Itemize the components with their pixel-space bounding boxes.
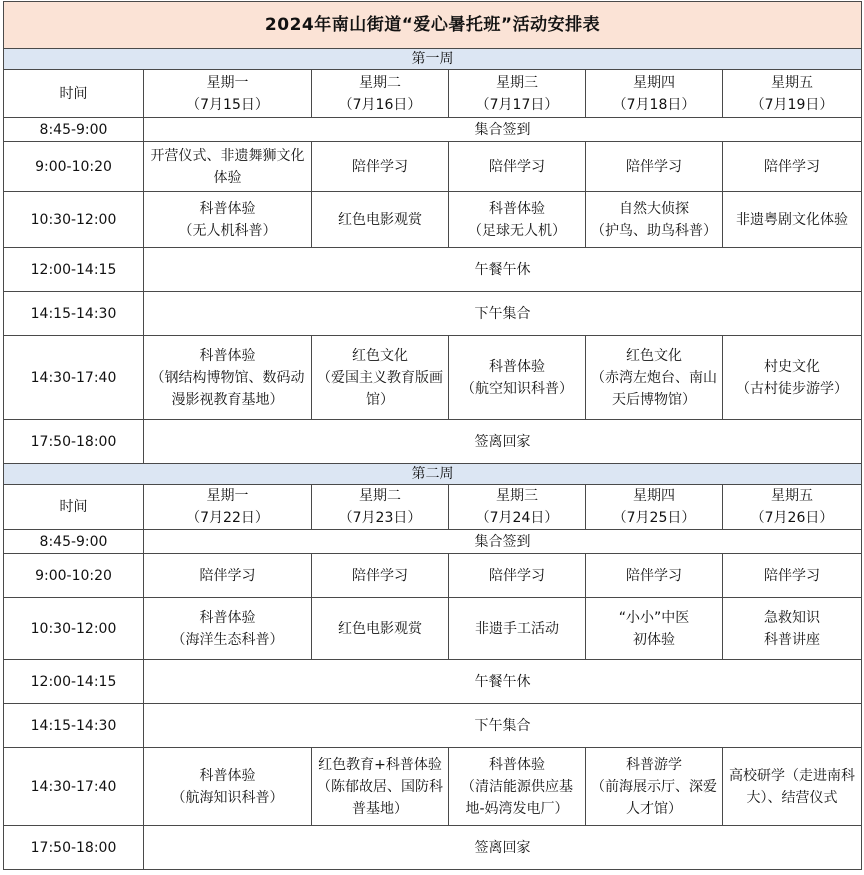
- schedule-row: [4, 292, 862, 336]
- activity-text: 陪伴学习: [489, 567, 545, 584]
- schedule-row: [4, 826, 862, 870]
- activity-cell: [586, 142, 723, 192]
- schedule-table: [3, 1, 862, 870]
- day-date: （7月16日）: [338, 96, 422, 113]
- day-header-row: [4, 485, 862, 530]
- activity-text: （足球无人机）: [468, 222, 566, 239]
- activity-cell: [449, 554, 586, 598]
- activity-text: （护鸟、助鸟科普）: [591, 222, 717, 239]
- day-date: （7月24日）: [475, 510, 559, 526]
- activity-text: 陪伴学习: [489, 158, 545, 175]
- day-name: 星期五: [771, 488, 813, 504]
- day-date: （7月18日）: [612, 96, 696, 113]
- time-slot: 12:00-14:15: [4, 660, 144, 704]
- activity-text: 科普讲座: [764, 631, 820, 648]
- schedule-row: [4, 420, 862, 464]
- all-day-activity: 集合签到: [144, 530, 862, 554]
- activity-cell: [586, 336, 723, 420]
- day-header: [144, 70, 312, 118]
- schedule-row: [4, 554, 862, 598]
- day-date: （7月15日）: [186, 96, 269, 113]
- activity-cell: [723, 142, 862, 192]
- time-slot: 8:45-9:00: [4, 118, 144, 142]
- activity-text: 科普体验: [199, 200, 256, 217]
- week-label-row: [4, 464, 862, 485]
- activity-cell: [723, 598, 862, 660]
- time-slot: 9:00-10:20: [4, 554, 144, 598]
- activity-text: （无人机科普）: [178, 222, 277, 239]
- activity-text: （海洋生态科普）: [171, 631, 284, 648]
- day-name: 星期四: [633, 488, 675, 504]
- schedule-row: [4, 704, 862, 748]
- day-name: 星期三: [496, 488, 538, 504]
- schedule-row: [4, 192, 862, 248]
- schedule-row: [4, 748, 862, 826]
- activity-text: “小小”中医: [618, 609, 690, 626]
- schedule-row: [4, 142, 862, 192]
- activity-cell: [312, 142, 449, 192]
- week-label: 第二周: [4, 464, 862, 485]
- all-day-activity: 午餐午休: [144, 248, 862, 292]
- all-day-activity: 签离回家: [144, 826, 862, 870]
- activity-cell: [312, 554, 449, 598]
- schedule-row: [4, 118, 862, 142]
- day-date: （7月19日）: [750, 96, 834, 113]
- day-header: [144, 485, 312, 530]
- day-header: [449, 485, 586, 530]
- day-date: （7月22日）: [186, 510, 269, 526]
- all-day-activity: 签离回家: [144, 420, 862, 464]
- day-name: 星期三: [496, 74, 538, 91]
- activity-text: 开营仪式、非遗舞狮文化体验: [150, 147, 305, 186]
- day-header: [586, 485, 723, 530]
- day-date: （7月25日）: [612, 510, 696, 526]
- day-header: [723, 485, 862, 530]
- activity-cell: [449, 142, 586, 192]
- schedule-row: [4, 336, 862, 420]
- day-date: （7月26日）: [750, 510, 834, 526]
- activity-cell: [144, 142, 312, 192]
- activity-cell: [723, 336, 862, 420]
- activity-text: 村史文化: [764, 358, 820, 375]
- all-day-activity: 下午集合: [144, 704, 862, 748]
- time-header: 时间: [4, 70, 144, 118]
- activity-text: 科普体验: [199, 347, 256, 364]
- schedule-row: [4, 248, 862, 292]
- activity-text: 陪伴学习: [764, 158, 820, 175]
- page-title: 2024年南山街道“爱心暑托班”活动安排表: [4, 2, 862, 49]
- activity-text: （航海知识科普）: [171, 789, 284, 806]
- time-header: 时间: [4, 485, 144, 530]
- activity-cell: [449, 336, 586, 420]
- activity-cell: [144, 336, 312, 420]
- day-name: 星期二: [359, 74, 401, 91]
- activity-text: （赤湾左炮台、南山天后博物馆）: [591, 369, 717, 408]
- day-name: 星期二: [359, 488, 401, 504]
- activity-text: 非遗粤剧文化体验: [736, 211, 848, 228]
- activity-text: 红色文化: [352, 347, 408, 364]
- time-slot: 10:30-12:00: [4, 192, 144, 248]
- activity-cell: [586, 748, 723, 826]
- day-header: [312, 70, 449, 118]
- week-label: 第一周: [4, 49, 862, 70]
- activity-text: （爱国主义教育版画馆）: [317, 369, 443, 408]
- time-slot: 17:50-18:00: [4, 826, 144, 870]
- time-slot: 10:30-12:00: [4, 598, 144, 660]
- time-slot: 9:00-10:20: [4, 142, 144, 192]
- all-day-activity: 下午集合: [144, 292, 862, 336]
- activity-cell: [723, 554, 862, 598]
- activity-cell: [144, 554, 312, 598]
- activity-text: （清洁能源供应基地-妈湾发电厂）: [461, 778, 573, 817]
- time-slot: 8:45-9:00: [4, 530, 144, 554]
- activity-text: 陪伴学习: [352, 567, 408, 584]
- day-header: [586, 70, 723, 118]
- activity-text: 高校研学（走进南科大）、结营仪式: [729, 767, 855, 806]
- activity-cell: [144, 748, 312, 826]
- activity-cell: [449, 192, 586, 248]
- activity-text: 科普体验: [199, 767, 256, 784]
- day-date: （7月23日）: [338, 510, 422, 526]
- day-header-row: [4, 70, 862, 118]
- activity-text: 科普体验: [489, 756, 545, 773]
- activity-text: 科普游学: [626, 756, 682, 773]
- activity-text: 红色电影观赏: [338, 211, 422, 228]
- activity-text: 急救知识: [764, 609, 820, 626]
- activity-text: （航空知识科普）: [461, 380, 573, 397]
- activity-cell: [449, 748, 586, 826]
- activity-text: 红色文化: [626, 347, 682, 364]
- all-day-activity: 午餐午休: [144, 660, 862, 704]
- time-slot: 17:50-18:00: [4, 420, 144, 464]
- day-header: [312, 485, 449, 530]
- activity-text: （前海展示厅、深爱人才馆）: [591, 778, 717, 817]
- activity-cell: [312, 748, 449, 826]
- activity-cell: [449, 598, 586, 660]
- activity-text: 红色教育+科普体验（陈郁故居、国防科普基地）: [317, 756, 443, 817]
- activity-text: 陪伴学习: [626, 158, 682, 175]
- day-name: 星期一: [206, 74, 249, 91]
- activity-text: 陪伴学习: [199, 567, 256, 584]
- activity-cell: [312, 336, 449, 420]
- activity-text: 陪伴学习: [764, 567, 820, 584]
- activity-text: 科普体验: [199, 609, 256, 626]
- activity-cell: [586, 598, 723, 660]
- schedule-row: [4, 530, 862, 554]
- activity-text: 非遗手工活动: [475, 620, 559, 637]
- activity-cell: [586, 192, 723, 248]
- time-slot: 14:30-17:40: [4, 748, 144, 826]
- activity-text: 红色电影观赏: [338, 620, 422, 637]
- activity-text: 科普体验: [489, 200, 545, 217]
- activity-text: （古村徒步游学）: [736, 380, 848, 397]
- week-label-row: [4, 49, 862, 70]
- schedule-row: [4, 598, 862, 660]
- activity-cell: [312, 598, 449, 660]
- activity-text: 科普体验: [489, 358, 545, 375]
- activity-cell: [586, 554, 723, 598]
- day-name: 星期五: [771, 74, 813, 91]
- activity-text: 陪伴学习: [626, 567, 682, 584]
- time-slot: 14:15-14:30: [4, 704, 144, 748]
- day-name: 星期四: [633, 74, 675, 91]
- activity-text: 自然大侦探: [619, 200, 689, 217]
- time-slot: 12:00-14:15: [4, 248, 144, 292]
- schedule-row: [4, 660, 862, 704]
- all-day-activity: 集合签到: [144, 118, 862, 142]
- day-name: 星期一: [206, 488, 249, 504]
- activity-text: （钢结构博物馆、数码动漫影视教育基地）: [150, 369, 305, 408]
- time-slot: 14:30-17:40: [4, 336, 144, 420]
- activity-cell: [723, 192, 862, 248]
- activity-text: 陪伴学习: [352, 158, 408, 175]
- activity-cell: [312, 192, 449, 248]
- time-slot: 14:15-14:30: [4, 292, 144, 336]
- activity-text: 初体验: [633, 631, 675, 648]
- activity-cell: [144, 598, 312, 660]
- activity-cell: [144, 192, 312, 248]
- day-date: （7月17日）: [475, 96, 559, 113]
- day-header: [449, 70, 586, 118]
- day-header: [723, 70, 862, 118]
- activity-cell: [723, 748, 862, 826]
